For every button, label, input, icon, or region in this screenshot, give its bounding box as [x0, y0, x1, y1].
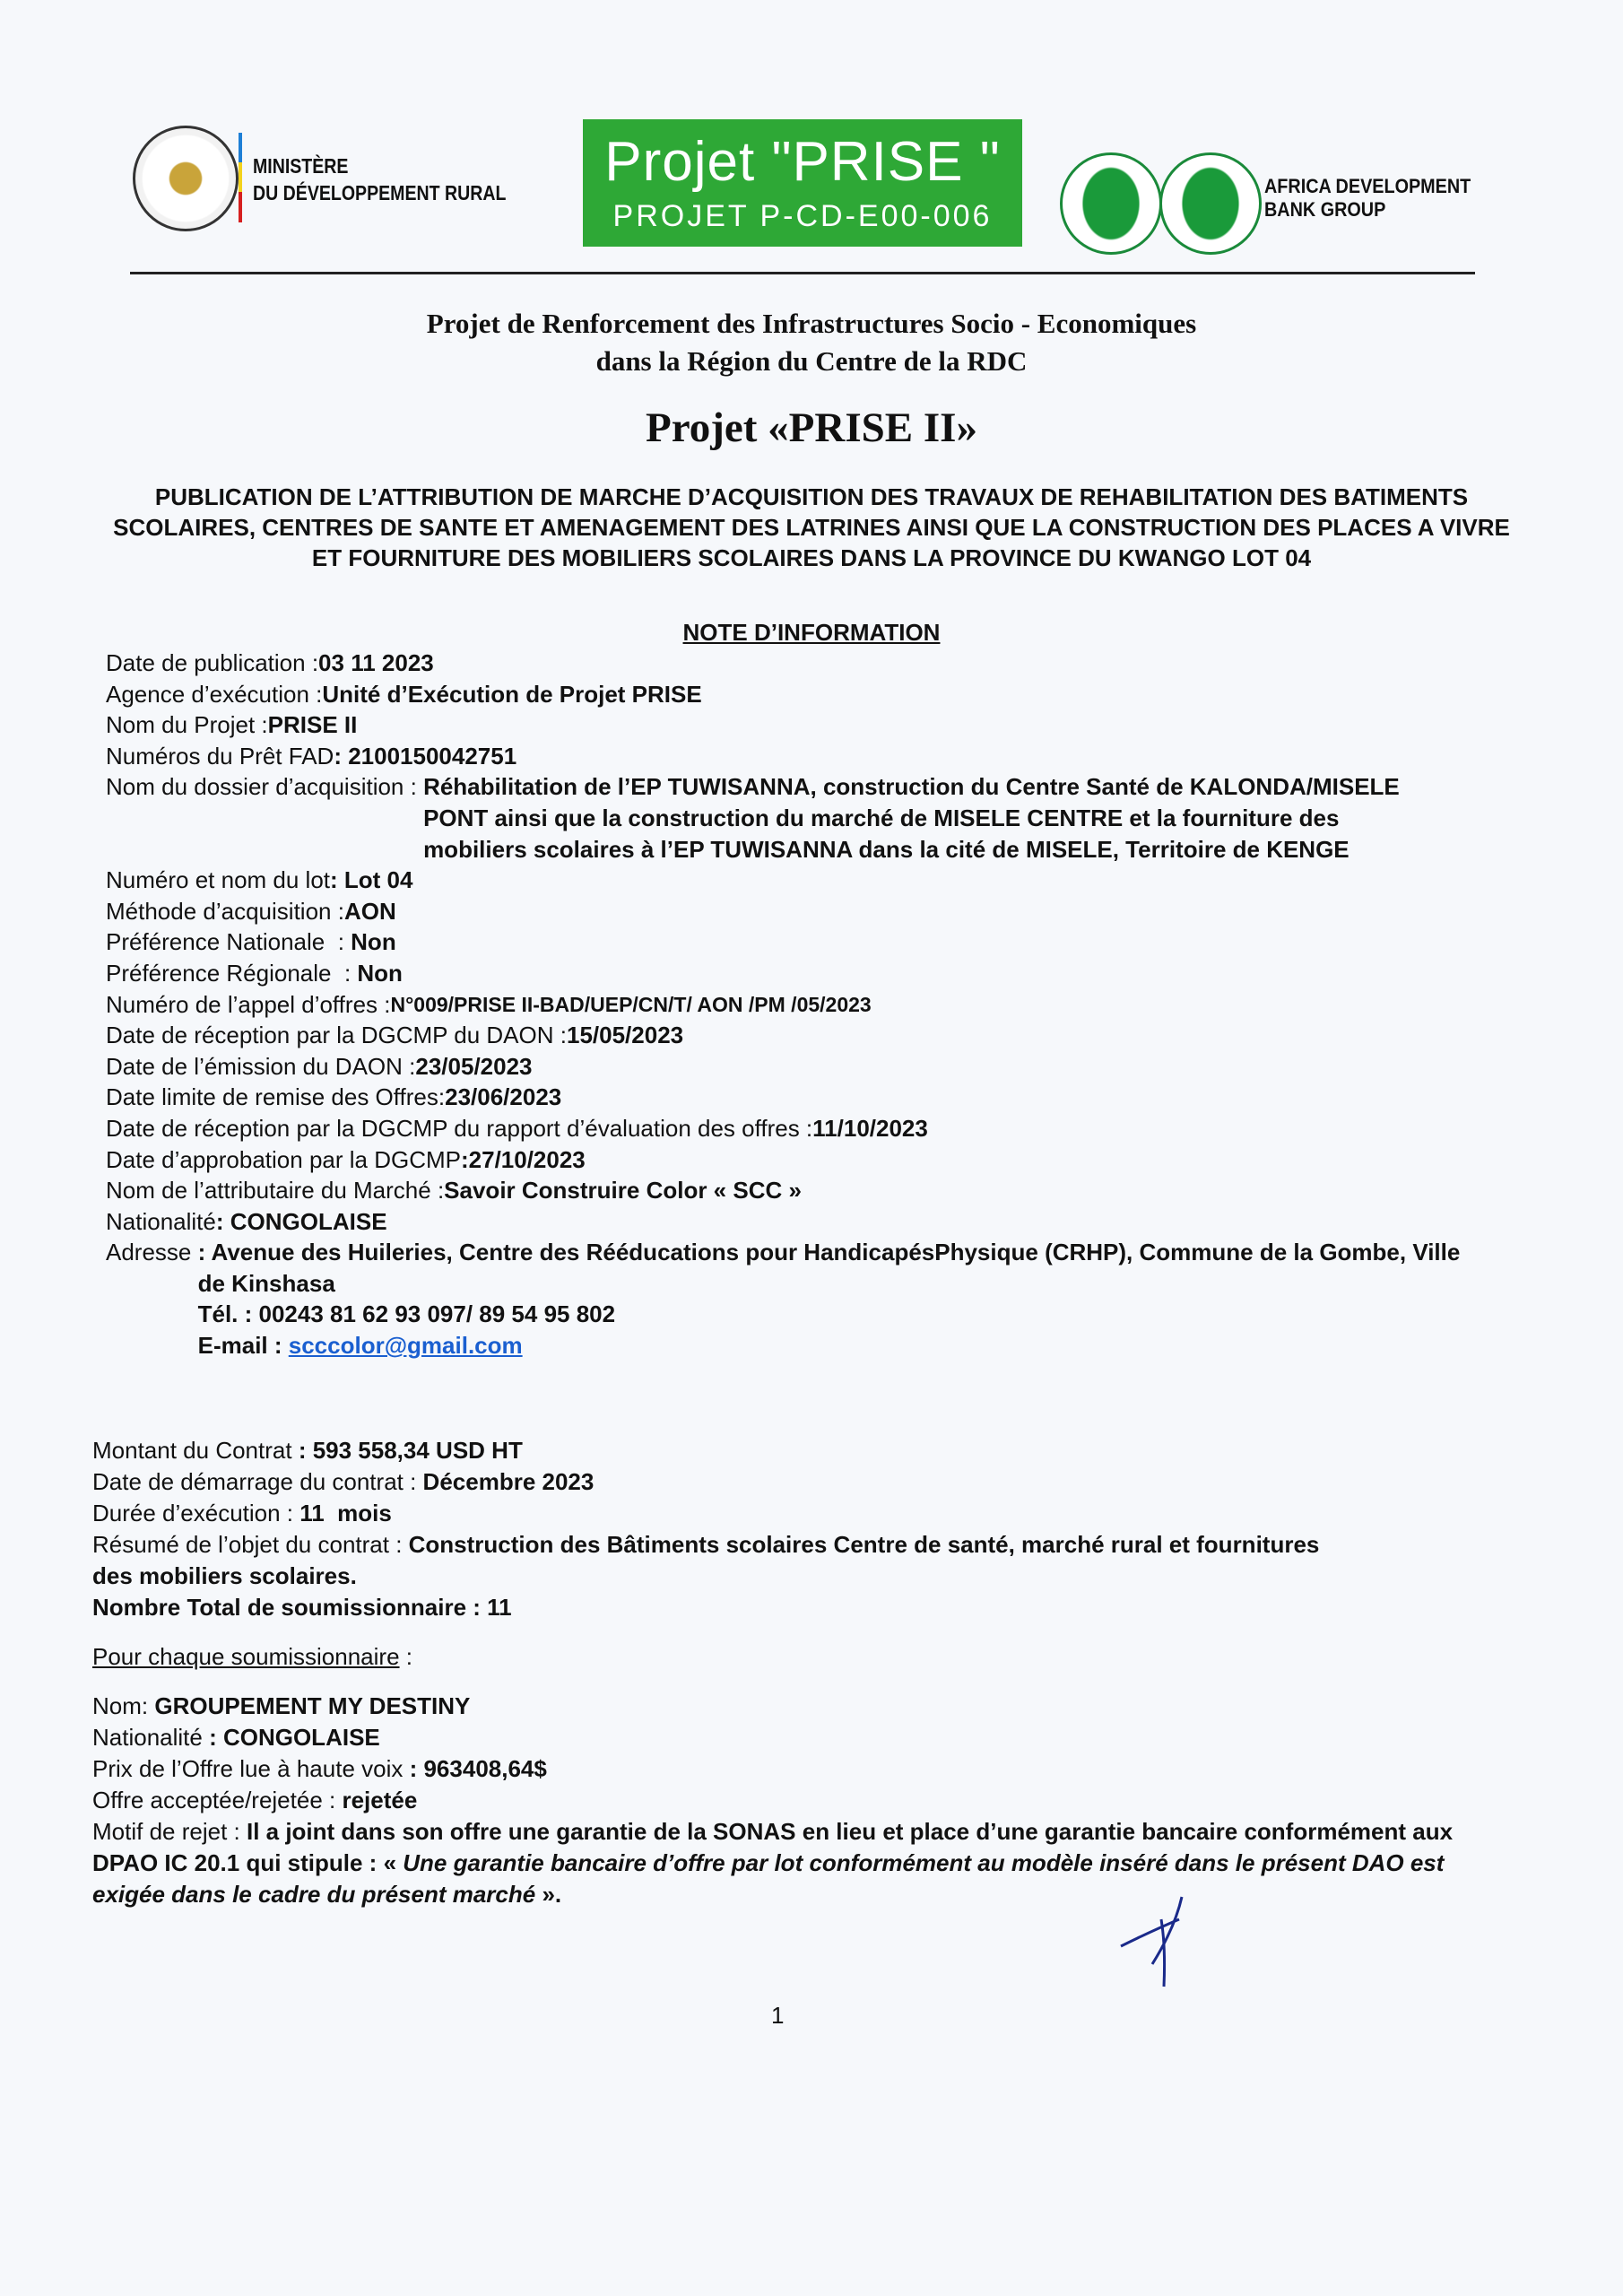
address-label: Adresse	[106, 1239, 198, 1266]
contract-duration	[92, 1498, 1509, 1529]
field-value: Unité d’Exécution de Projet PRISE	[322, 680, 702, 708]
field-row	[106, 709, 1505, 741]
field-row	[106, 1206, 1505, 1238]
field-label: Nationalité	[92, 1724, 210, 1751]
field-value: : Lot 04	[330, 866, 413, 894]
field-value: 11/10/2023	[812, 1114, 928, 1142]
field-row	[106, 989, 1505, 1021]
project-subtitle	[0, 305, 1623, 380]
drc-coat-of-arms-logo	[133, 126, 239, 231]
field-row	[106, 958, 1505, 989]
project-banner-logo	[583, 119, 1022, 247]
field-label: Numéro de l’appel d’offres :	[106, 990, 391, 1018]
field-label: Préférence Régionale :	[106, 959, 358, 987]
address-value: : Avenue des Huileries, Centre des Rééducations pour HandicapésPhysique (CRHP), Commune de la Gombe, Ville de Kinshasa	[197, 1239, 1461, 1297]
field-row	[106, 771, 1505, 865]
contract-section	[92, 1435, 1509, 1910]
signature-mark	[1112, 1892, 1193, 1991]
field-value: : 593 558,34 USD HT	[298, 1437, 523, 1464]
per-bidder-label: Pour chaque soumissionnaire	[92, 1643, 400, 1670]
field-row	[106, 1020, 1505, 1051]
field-row	[106, 926, 1505, 958]
field-value: 23/05/2023	[415, 1052, 533, 1080]
page-number: 1	[771, 2002, 785, 2029]
field-label: Date de l’émission du DAON :	[106, 1052, 416, 1080]
field-value: rejetée	[342, 1787, 418, 1813]
reason-quote: Une garantie bancaire d’offre par lot conformément au modèle inséré dans le présent DAO est exigée dans le cadre du présent marché	[92, 1849, 1445, 1908]
field-label: Durée d’exécution :	[92, 1500, 300, 1526]
flag-color-bar	[239, 133, 242, 222]
afdb-seal-icon	[1060, 152, 1162, 255]
field-value: Réhabilitation de l’EP TUWISANNA, construction du Centre Santé de KALONDA/MISELE PONT ainsi que la construction du marché de MISELE CENTRE et la fourniture des mobiliers scolaires à l’EP TUWISANNA dans la cité de MISELE, Territoire de KENGE	[423, 773, 1400, 863]
field-row	[106, 1113, 1505, 1144]
field-row	[106, 679, 1505, 710]
field-label: Nom:	[92, 1692, 155, 1719]
field-row	[106, 1175, 1505, 1206]
bidder-name	[92, 1691, 1509, 1722]
field-row	[106, 1082, 1505, 1113]
note-heading: NOTE D’INFORMATION	[682, 619, 941, 646]
contract-start	[92, 1466, 1509, 1498]
field-label: Date d’approbation par la DGCMP	[106, 1145, 461, 1173]
bidder-rejection-reason	[92, 1816, 1482, 1910]
field-value: :27/10/2023	[460, 1145, 586, 1173]
field-label: Date limite de remise des Offres:	[106, 1083, 446, 1111]
field-value: Non	[351, 928, 396, 956]
per-bidder-heading	[92, 1641, 1509, 1673]
publication-heading: PUBLICATION DE L’ATTRIBUTION DE MARCHE D’ACQUISITION DES TRAVAUX DE REHABILITATION DES BATIMENTS SCOLAIRES, CENTRES DE SANTE ET AMENAGEMENT DES LATRINES AINSI QUE LA CONSTRUCTION DES PLACES A VIVRE ET FOURNITURE DES MOBILIERS SCOLAIRES DANS LA PROVINCE DU KWANGO LOT 04	[113, 483, 1510, 571]
reason-end: ».	[535, 1881, 562, 1908]
bidder-price	[92, 1753, 1509, 1785]
field-label: Agence d’exécution :	[106, 680, 323, 708]
header-divider	[130, 272, 1475, 274]
field-label: Méthode d’acquisition :	[106, 897, 344, 925]
field-value: Construction des Bâtiments scolaires Centre de santé, marché rural et fournitures des mobiliers scolaires.	[92, 1531, 1320, 1589]
afdb-seal-icon	[1159, 152, 1262, 255]
field-value: GROUPEMENT MY DESTINY	[154, 1692, 471, 1719]
field-value: 23/06/2023	[445, 1083, 562, 1111]
field-label: Offre acceptée/rejetée :	[92, 1787, 343, 1813]
bidder-nationality	[92, 1722, 1509, 1753]
field-label: Date de réception par la DGCMP du DAON :	[106, 1022, 567, 1049]
afdb-line1: AFRICA DEVELOPMENT	[1264, 175, 1471, 197]
ministry-line2: DU DÉVELOPPEMENT RURAL	[253, 181, 507, 204]
field-label: Nationalité	[106, 1207, 216, 1235]
contract-amount	[92, 1435, 1509, 1466]
field-value: N°009/PRISE II-BAD/UEP/CN/T/ AON /PM /05/2023	[390, 992, 872, 1016]
bidder-status	[92, 1785, 1509, 1816]
field-value: : 2100150042751	[334, 742, 517, 770]
field-label: Nom du Projet :	[106, 711, 268, 739]
field-row	[106, 1051, 1505, 1083]
document-title: Projet «PRISE II»	[646, 404, 977, 451]
field-value: Nombre Total de soumissionnaire : 11	[92, 1594, 512, 1621]
field-label: Nom de l’attributaire du Marché :	[106, 1177, 445, 1205]
per-bidder-colon: :	[399, 1643, 412, 1670]
field-label: Résumé de l’objet du contrat :	[92, 1531, 409, 1558]
field-label: Nom du dossier d’acquisition :	[106, 773, 424, 801]
field-value: : CONGOLAISE	[215, 1207, 387, 1235]
field-value: Décembre 2023	[422, 1468, 595, 1495]
field-label: Préférence Nationale :	[106, 928, 352, 956]
field-value: AON	[343, 897, 396, 925]
address-row	[106, 1237, 1505, 1361]
field-value: PRISE II	[267, 711, 358, 739]
email-link[interactable]: scccolor@gmail.com	[288, 1332, 523, 1360]
field-row	[106, 865, 1505, 896]
field-label: Motif de rejet :	[92, 1818, 247, 1845]
field-value: Non	[357, 959, 403, 987]
field-label: Numéro et nom du lot	[106, 866, 331, 894]
afdb-name	[1264, 175, 1471, 222]
email-line	[198, 1330, 1489, 1361]
email-label: E-mail :	[197, 1332, 289, 1360]
subtitle-line1: Projet de Renforcement des Infrastructures Socio - Economiques	[426, 308, 1197, 339]
field-value: Il a joint dans son offre une garantie de la SONAS en lieu et place d’une garantie bancaire conformément aux DPAO IC 20.1 qui stipule : «	[92, 1818, 1454, 1876]
field-row	[106, 648, 1505, 679]
field-label: Montant du Contrat	[92, 1437, 299, 1464]
project-banner-title: Projet "PRISE "	[604, 131, 1001, 193]
field-value: 15/05/2023	[566, 1022, 684, 1049]
information-fields	[106, 648, 1505, 1361]
address-block	[198, 1237, 1489, 1361]
field-value: : CONGOLAISE	[209, 1724, 380, 1751]
afdb-line2: BANK GROUP	[1264, 198, 1386, 221]
field-value: Savoir Construire Color « SCC »	[444, 1177, 802, 1205]
phone-number: Tél. : 00243 81 62 93 097/ 89 54 95 802	[197, 1300, 616, 1328]
subtitle-line2: dans la Région du Centre de la RDC	[595, 345, 1028, 377]
field-row	[106, 741, 1505, 772]
field-row	[106, 1144, 1505, 1176]
field-label: Date de réception par la DGCMP du rapport d’évaluation des offres :	[106, 1114, 813, 1142]
ministry-line1: MINISTÈRE	[253, 154, 349, 178]
field-value: 03 11 2023	[318, 649, 434, 676]
contract-summary	[92, 1529, 1366, 1592]
project-banner-code: PROJET P-CD-E00-006	[612, 199, 993, 233]
field-label: Numéros du Prêt FAD	[106, 742, 334, 770]
bidders-total	[92, 1592, 1509, 1623]
field-value: 11 mois	[299, 1500, 392, 1526]
field-label: Prix de l’Offre lue à haute voix	[92, 1755, 410, 1782]
field-value: : 963408,64$	[409, 1755, 547, 1782]
field-label: Date de publication :	[106, 649, 319, 676]
ministry-name	[253, 152, 506, 206]
field-label: Date de démarrage du contrat :	[92, 1468, 423, 1495]
field-row	[106, 896, 1505, 927]
